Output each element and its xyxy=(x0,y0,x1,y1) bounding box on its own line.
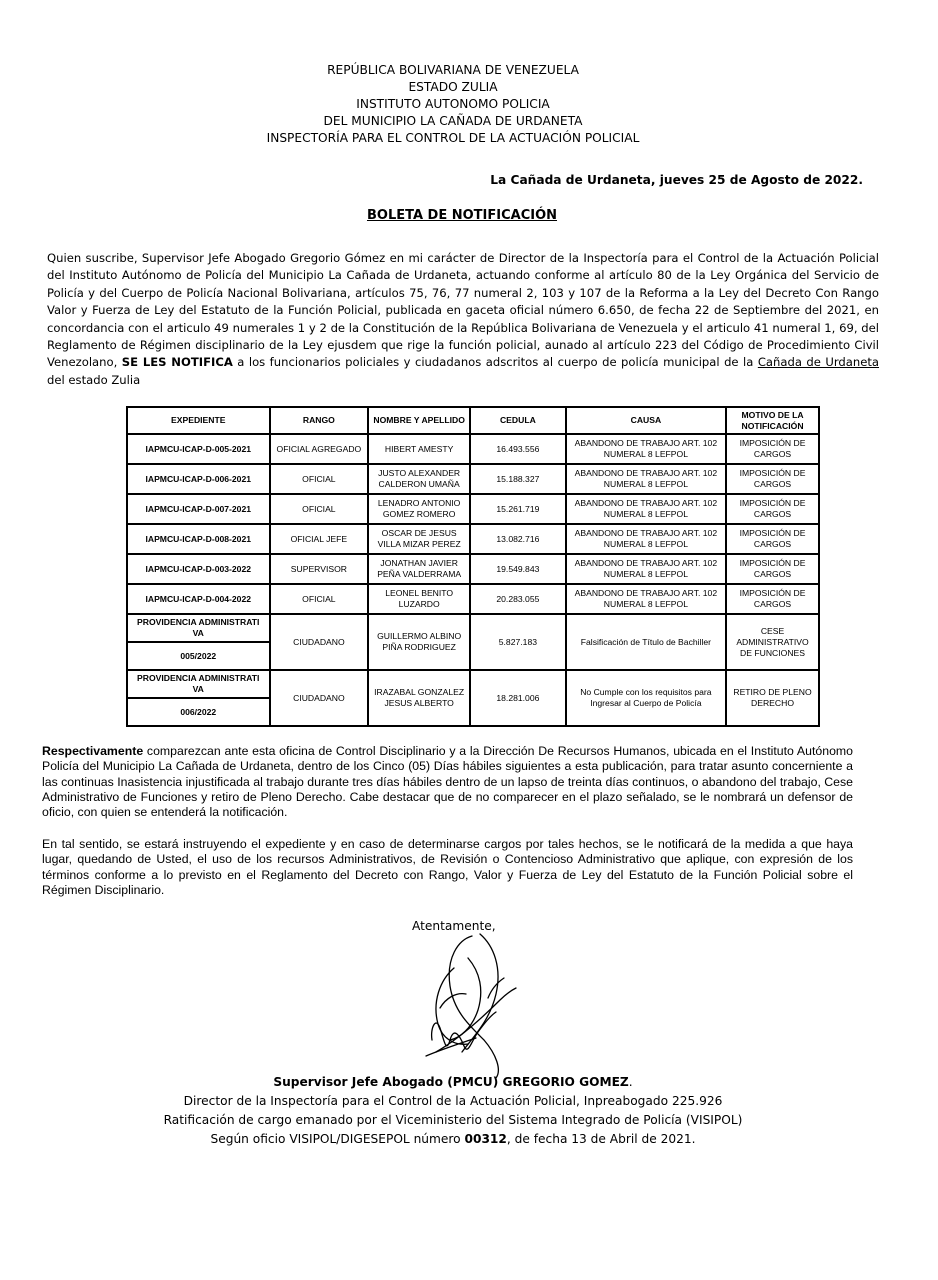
header-expediente: EXPEDIENTE xyxy=(127,407,270,434)
cell-motivo: IMPOSICIÓN DE CARGOS xyxy=(726,554,819,584)
header-line-state: ESTADO ZULIA xyxy=(408,80,498,94)
cell-causa: ABANDONO DE TRABAJO ART. 102 NUMERAL 8 LEFPOL xyxy=(566,434,726,464)
document-date: La Cañada de Urdaneta, jueves 25 de Agosto de 2022. xyxy=(490,173,863,187)
cell-rango: CIUDADANO xyxy=(270,614,369,670)
cell-expediente: IAPMCU-ICAP-D-003-2022 xyxy=(127,554,270,584)
table-row-providencia xyxy=(127,614,819,642)
signer-title: Director de la Inspectoría para el Control de la Actuación Policial, Inpreabogado 225.926 xyxy=(183,1094,723,1108)
header-line-institute: INSTITUTO AUTONOMO POLICIA xyxy=(356,97,550,111)
cell-cedula: 15.261.719 xyxy=(470,494,566,524)
cell-nombre: LENADRO ANTONIO GOMEZ ROMERO xyxy=(368,494,470,524)
intro-underlined-place: Cañada de Urdaneta xyxy=(757,355,880,370)
cell-motivo: IMPOSICIÓN DE CARGOS xyxy=(726,584,819,614)
cell-nombre: OSCAR DE JESUS VILLA MIZAR PEREZ xyxy=(368,524,470,554)
table-header-row xyxy=(127,407,819,434)
cell-causa: ABANDONO DE TRABAJO ART. 102 NUMERAL 8 LEFPOL xyxy=(566,554,726,584)
proceedings-paragraph: En tal sentido, se estará instruyendo el expediente y en caso de determinarse cargos por tales hechos, se le notificará de la medida a que haya lugar, quedando de Usted, el uso de los recursos Administrativos, de Revisión o Contencioso Administrativo que aplique, con expresión de los términos conforme a lo previsto en el Reglamento del Decreto con Rango, Valor y Fuerza de Ley del Estatuto de la Función Policial sobre el Régimen Disciplinario. xyxy=(42,837,853,897)
header-line-municipality: DEL MUNICIPIO LA CAÑADA DE URDANETA xyxy=(323,114,583,128)
cell-nombre: IRAZABAL GONZALEZ JESUS ALBERTO xyxy=(368,670,470,726)
signer-block xyxy=(0,1073,906,1149)
cell-cedula: 13.082.716 xyxy=(470,524,566,554)
cell-expediente: IAPMCU-ICAP-D-005-2021 xyxy=(127,434,270,464)
cell-nombre: JONATHAN JAVIER PEÑA VALDERRAMA xyxy=(368,554,470,584)
intro-text-b: a los funcionarios policiales y ciudadanos adscritos al cuerpo de policía municipal de la xyxy=(232,355,758,370)
cell-causa: No Cumple con los requisitos para Ingresar al Cuerpo de Policía xyxy=(566,670,726,726)
notification-table xyxy=(126,406,820,727)
cell-causa: ABANDONO DE TRABAJO ART. 102 NUMERAL 8 LEFPOL xyxy=(566,494,726,524)
cell-expediente: IAPMCU-ICAP-D-007-2021 xyxy=(127,494,270,524)
cell-causa: Falsificación de Título de Bachiller xyxy=(566,614,726,670)
appearance-text: comparezcan ante esta oficina de Control Disciplinario y a la Dirección De Recursos Humanos, ubicada en el Instituto Autónomo Policía del Municipio La Cañada de Urdaneta, dentro de los Cinco (05) Días hábiles siguientes a esta publicación, para tratar asunto concerniente a las continuas Inasistencia injustificada al trabajo durante tres días hábiles dentro de un lapso de treinta días continuos, o abandono del trabajo, Cese Administrativo de Funciones y retiro de Pleno Derecho. Cabe destacar que de no comparecer en el plazo señalado, se le nombrará un defensor de oficio, con quien se entenderá la notificación. xyxy=(42,744,853,820)
cell-cedula: 16.493.556 xyxy=(470,434,566,464)
header-rango: RANGO xyxy=(270,407,369,434)
cell-providencia-label: PROVIDENCIA ADMINISTRATI VA xyxy=(127,670,270,698)
cell-cedula: 5.827.183 xyxy=(470,614,566,670)
cell-cedula: 19.549.843 xyxy=(470,554,566,584)
signer-oficio-line xyxy=(0,1130,906,1149)
signer-oficio-b: , de fecha 13 de Abril de 2021. xyxy=(506,1132,696,1146)
cell-causa: ABANDONO DE TRABAJO ART. 102 NUMERAL 8 LEFPOL xyxy=(566,584,726,614)
cell-expediente: IAPMCU-ICAP-D-006-2021 xyxy=(127,464,270,494)
appearance-bold-lead: Respectivamente xyxy=(42,744,144,758)
cell-nombre: HIBERT AMESTY xyxy=(368,434,470,464)
document-title: BOLETA DE NOTIFICACIÓN xyxy=(366,208,558,223)
table-row xyxy=(127,554,819,584)
cell-motivo: IMPOSICIÓN DE CARGOS xyxy=(726,434,819,464)
cell-motivo: IMPOSICIÓN DE CARGOS xyxy=(726,464,819,494)
header-cedula: CEDULA xyxy=(470,407,566,434)
cell-motivo: CESE ADMINISTRATIVO DE FUNCIONES xyxy=(726,614,819,670)
handwritten-signature xyxy=(410,928,530,1080)
cell-nombre: GUILLERMO ALBINO PIÑA RODRIGUEZ xyxy=(368,614,470,670)
header-line-republic: REPÚBLICA BOLIVARIANA DE VENEZUELA xyxy=(327,63,579,77)
cell-cedula: 20.283.055 xyxy=(470,584,566,614)
intro-bold-notice: SE LES NOTIFICA xyxy=(121,355,233,370)
cell-cedula: 18.281.006 xyxy=(470,670,566,726)
cell-motivo: IMPOSICIÓN DE CARGOS xyxy=(726,494,819,524)
table-row xyxy=(127,524,819,554)
signer-name-end: . xyxy=(628,1075,633,1089)
intro-text-c: del estado Zulia xyxy=(47,372,141,387)
cell-nombre: JUSTO ALEXANDER CALDERON UMAÑA xyxy=(368,464,470,494)
cell-rango: OFICIAL xyxy=(270,584,369,614)
table-row xyxy=(127,584,819,614)
table-row xyxy=(127,434,819,464)
header-causa: CAUSA xyxy=(566,407,726,434)
cell-motivo: IMPOSICIÓN DE CARGOS xyxy=(726,524,819,554)
cell-cedula: 15.188.327 xyxy=(470,464,566,494)
cell-motivo: RETIRO DE PLENO DERECHO xyxy=(726,670,819,726)
cell-rango: CIUDADANO xyxy=(270,670,369,726)
cell-rango: OFICIAL xyxy=(270,464,369,494)
cell-expediente: IAPMCU-ICAP-D-008-2021 xyxy=(127,524,270,554)
document-header xyxy=(0,62,906,147)
header-line-inspectorate: INSPECTORÍA PARA EL CONTROL DE LA ACTUACIÓN POLICIAL xyxy=(266,131,640,145)
intro-paragraph xyxy=(47,250,879,389)
header-nombre: NOMBRE Y APELLIDO xyxy=(368,407,470,434)
closing-salutation: Atentamente, xyxy=(412,919,496,933)
table-row xyxy=(127,494,819,524)
cell-causa: ABANDONO DE TRABAJO ART. 102 NUMERAL 8 LEFPOL xyxy=(566,464,726,494)
cell-rango: OFICIAL JEFE xyxy=(270,524,369,554)
table-row-providencia xyxy=(127,670,819,698)
appearance-paragraph xyxy=(42,744,853,820)
header-motivo: MOTIVO DE LA NOTIFICACIÓN xyxy=(726,407,819,434)
cell-rango: OFICIAL xyxy=(270,494,369,524)
cell-expediente: IAPMCU-ICAP-D-004-2022 xyxy=(127,584,270,614)
signer-name-line xyxy=(0,1073,906,1092)
signer-oficio-a: Según oficio VISIPOL/DIGESEPOL número xyxy=(210,1132,465,1146)
cell-rango: SUPERVISOR xyxy=(270,554,369,584)
cell-causa: ABANDONO DE TRABAJO ART. 102 NUMERAL 8 LEFPOL xyxy=(566,524,726,554)
cell-providencia-number: 006/2022 xyxy=(127,698,270,726)
signer-name: Supervisor Jefe Abogado (PMCU) GREGORIO GOMEZ xyxy=(273,1075,629,1089)
cell-rango: OFICIAL AGREGADO xyxy=(270,434,369,464)
cell-providencia-label: PROVIDENCIA ADMINISTRATI VA xyxy=(127,614,270,642)
cell-providencia-number: 005/2022 xyxy=(127,642,270,670)
cell-nombre: LEONEL BENITO LUZARDO xyxy=(368,584,470,614)
intro-text-a: Quien suscribe, Supervisor Jefe Abogado Gregorio Gómez en mi carácter de Director de la Inspectoría para el Control de la Actuación Policial del Instituto Autónomo de Policía del Municipio La Cañada de Urdaneta, actuando conforme al artículo 80 de la Ley Orgánica del Servicio de Policía y del Cuerpo de Policía Nacional Bolivariana, artículos 75, 76, 77 numeral 2, 103 y 107 de la Reforma a la Ley del Decreto Con Rango Valor y Fuerza de Ley del Estatuto de la Función Policial, publicada en gaceta oficial número 6.650, de fecha 22 de Septiembre del 2021, en concordancia con el articulo 49 numerales 1 y 2 de la Constitución de la República Bolivariana de Venezuela y el articulo 41 numeral 1, 69, del Reglamento de Régimen disciplinario de la Ley ejusdem que rige la función policial, aunado al artículo 223 del Código de Procedimiento Civil Venezolano, xyxy=(47,251,879,370)
signer-oficio-number: 00312 xyxy=(464,1132,507,1146)
signer-ratification: Ratificación de cargo emanado por el Viceministerio del Sistema Integrado de Policía (VISIPOL) xyxy=(163,1113,743,1127)
table-row xyxy=(127,464,819,494)
